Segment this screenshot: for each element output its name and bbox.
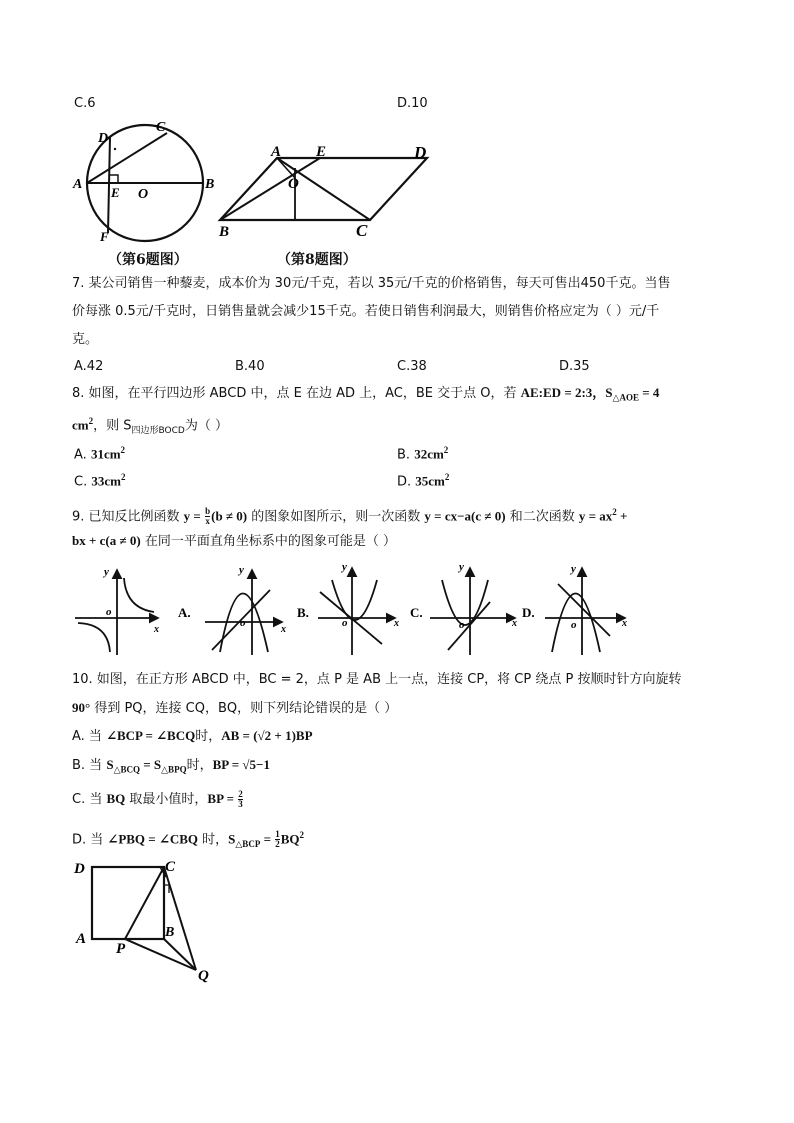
q9-question: 在同一平面直角坐标系中的图象可能是（ ）: [140, 534, 396, 549]
q9-option-b-label: B.: [297, 605, 309, 620]
q9-mid-text: 的图象如图所示，则一次函数: [247, 509, 425, 525]
q8-option-b-key: B.: [397, 447, 415, 463]
fig6-label-f: F: [100, 229, 109, 244]
q10-angle: 90°: [72, 700, 91, 715]
fig10-label-d: D: [74, 861, 85, 877]
q10-c-key: C. 当: [72, 792, 107, 807]
fig6-label-b: B: [205, 177, 215, 192]
q10-line-1: 10. 如图，在正方形 ABCD 中，BC = 2，点 P 是 AB 上一点，连接 CP，将 CP 绕点 P 按顺时针方向旋转: [72, 672, 682, 687]
q7-line-1: 7. 某公司销售一种藜麦，成本价为 30元/千克，若以 35元/千克的价格销售，每天可售出450千克。当售: [72, 276, 671, 291]
q10-d-fraction: [275, 830, 280, 849]
q10-c-num: 2: [238, 789, 243, 799]
q8-option-d-sup: 2: [444, 472, 450, 482]
q8-option-b-value: 32cm: [414, 446, 444, 462]
figure-8-parallelogram-diagram: [215, 140, 435, 240]
q7-line-2: 价每涨 0.5元/千克时，日销售量就会减少15千克。若使日销售利润最大，则销售价格应定为（ ）元/千: [72, 304, 660, 319]
q9-fn2: y = cx−a(c ≠ 0): [424, 508, 506, 524]
q10-b-result: BP = √5−1: [212, 757, 270, 772]
fig8-caption: （第8题图）: [277, 252, 357, 268]
q9-line-2: [72, 532, 396, 551]
q8-line-2: [72, 412, 228, 440]
q8-option-d-value: 35cm: [415, 473, 445, 489]
q10-line-2: [72, 699, 397, 718]
q7-option-d: D.35: [559, 359, 590, 374]
fig8-label-d: D: [414, 143, 427, 162]
q10-option-c: [72, 790, 244, 809]
q9-a-o: o: [240, 617, 246, 629]
fig8-label-o: O: [288, 176, 299, 192]
q7-option-a: A.42: [74, 359, 104, 374]
q9-c-x: x: [512, 618, 517, 629]
q8-sub-aoe: △AOE: [612, 392, 639, 403]
q10-d-bq: BQ: [280, 831, 300, 847]
q10-d-den: 2: [275, 839, 280, 850]
fig6-label-d: D: [98, 131, 109, 146]
q10-b-sub1: △BCQ: [113, 764, 140, 775]
fig10-label-p: P: [116, 941, 126, 957]
q10-option-b: [72, 756, 270, 779]
q8-option-a-sup: 2: [120, 445, 126, 455]
q10-d-sup: 2: [299, 830, 305, 840]
q9-c-y: y: [459, 561, 464, 573]
q9-line-1: [72, 503, 627, 526]
q8-sub-bocd: 四边形BOCD: [131, 425, 185, 436]
fig10-label-q: Q: [198, 968, 209, 984]
q8-option-d-key: D.: [397, 474, 416, 490]
q9-d-x: x: [622, 618, 627, 629]
fig8-label-e: E: [316, 144, 327, 160]
q10-question: 得到 PQ，连接 CQ，BQ，则下列结论错误的是（ ）: [90, 701, 398, 716]
fig6-label-c: C: [156, 120, 166, 135]
q8-ratio: AE:ED = 2:3，S: [520, 385, 613, 400]
q6-option-d: D.10: [397, 96, 428, 111]
q9-b-o: o: [342, 617, 348, 629]
fig10-label-a: A: [76, 931, 87, 947]
q10-d-num: 1: [275, 829, 280, 840]
figure-6-circle-diagram: [70, 115, 220, 250]
q9-option-a-label: A.: [178, 605, 191, 620]
q8-option-a-key: A.: [74, 447, 91, 463]
q9-frac-den: x: [205, 516, 210, 527]
q9-frac-num: b: [205, 506, 211, 517]
q9-ref-x: x: [154, 624, 159, 635]
q8-option-c-sup: 2: [120, 472, 126, 482]
q9-graphs: [70, 560, 630, 660]
q10-d-sub: △BCP: [235, 838, 261, 849]
q8-option-b: [397, 441, 448, 464]
q10-c-fraction: [238, 790, 243, 809]
q7-line-3: 克。: [72, 332, 99, 347]
q8-option-c: [74, 468, 125, 491]
fig6-label-e: E: [111, 185, 120, 200]
q9-d-y: y: [571, 563, 576, 575]
q9-and-text: 和二次函数: [505, 509, 579, 525]
q9-reference-graph: [75, 566, 159, 655]
q9-fn1-lhs: y =: [183, 508, 205, 524]
q9-option-c-label: C.: [410, 605, 423, 620]
q10-d-when: 时，: [198, 832, 229, 848]
q9-graph-c: [430, 561, 517, 655]
q7-option-b: B.40: [235, 359, 265, 374]
q10-b-s2: = S: [140, 757, 162, 772]
q8-option-b-sup: 2: [443, 445, 449, 455]
q9-graph-a: [205, 564, 286, 655]
q10-c-result: BP =: [207, 791, 238, 806]
q9-fn3-plus: +: [616, 508, 628, 524]
q8-line-1-text: 8. 如图，在平行四边形 ABCD 中，点 E 在边 AD 上，AC，BE 交于点 O，若: [72, 386, 521, 401]
q10-b-when: 时，: [186, 758, 213, 773]
figure-10-square-diagram: [70, 855, 230, 985]
fig8-label-c: C: [356, 221, 368, 240]
q9-option-d-label: D.: [522, 605, 535, 620]
fig6-label-a: A: [73, 177, 83, 192]
q10-option-d: [72, 826, 304, 853]
q8-unit: cm: [72, 417, 89, 433]
q9-graph-d: [545, 563, 627, 655]
q9-fraction: [205, 507, 210, 526]
q9-intro: 9. 已知反比例函数: [72, 509, 184, 525]
q8-option-c-key: C.: [74, 474, 92, 490]
q9-ref-y: y: [104, 566, 109, 578]
q10-c-when: 取最小值时，: [125, 792, 208, 807]
q7-option-c: C.38: [397, 359, 427, 374]
q9-b-y: y: [342, 561, 347, 573]
q10-d-cond: ∠PBQ = ∠CBQ: [107, 831, 199, 847]
q10-c-bq: BQ: [106, 791, 126, 806]
q10-option-a: [72, 727, 313, 746]
q10-b-sub2: △BPQ: [161, 764, 187, 775]
q8-bracket: 为（ ）: [184, 418, 228, 434]
q9-fn3-sup: 2: [612, 507, 617, 517]
q9-b-x: x: [394, 618, 399, 629]
q9-ref-o: o: [106, 606, 112, 618]
fig8-label-a: A: [271, 144, 282, 160]
q8-option-d: [397, 468, 449, 491]
q10-a-when: 时，: [195, 729, 222, 744]
q8-option-a-value: 31cm: [90, 446, 121, 462]
q10-d-key: D. 当: [72, 832, 108, 848]
q9-fn1-cond: (b ≠ 0): [211, 508, 248, 524]
q8-option-a: [74, 441, 125, 464]
q8-unit-sup: 2: [88, 416, 94, 426]
q8-line-1: [72, 384, 659, 407]
q9-d-o: o: [571, 619, 577, 631]
q10-a-result: AB = (√2 + 1)BP: [221, 728, 313, 743]
q9-c-o: o: [459, 619, 465, 631]
q10-b-s1: S: [106, 757, 114, 772]
q9-graph-b: [318, 561, 399, 655]
q10-a-key: A. 当: [72, 729, 107, 744]
q9-a-y: y: [239, 564, 244, 576]
q10-d-s: S: [228, 831, 236, 847]
q8-area-value: = 4: [638, 385, 660, 400]
q8-option-c-value: 33cm: [91, 473, 121, 489]
q10-b-key: B. 当: [72, 758, 107, 773]
fig6-caption: （第6题图）: [108, 252, 188, 268]
q9-a-x: x: [281, 624, 286, 635]
q9-fn3-rest: bx + c(a ≠ 0): [72, 533, 141, 548]
q10-d-eq: =: [260, 831, 275, 847]
q6-option-c: C.6: [74, 96, 96, 111]
fig10-label-c: C: [165, 859, 176, 875]
q10-a-cond: ∠BCP = ∠BCQ: [106, 728, 196, 743]
fig8-label-b: B: [219, 224, 230, 240]
q8-then-s: ，则 S: [93, 418, 132, 434]
q10-c-den: 3: [238, 799, 243, 809]
fig6-label-o: O: [138, 187, 149, 202]
fig10-label-b: B: [165, 925, 175, 940]
q9-fn3: y = ax: [578, 508, 613, 524]
